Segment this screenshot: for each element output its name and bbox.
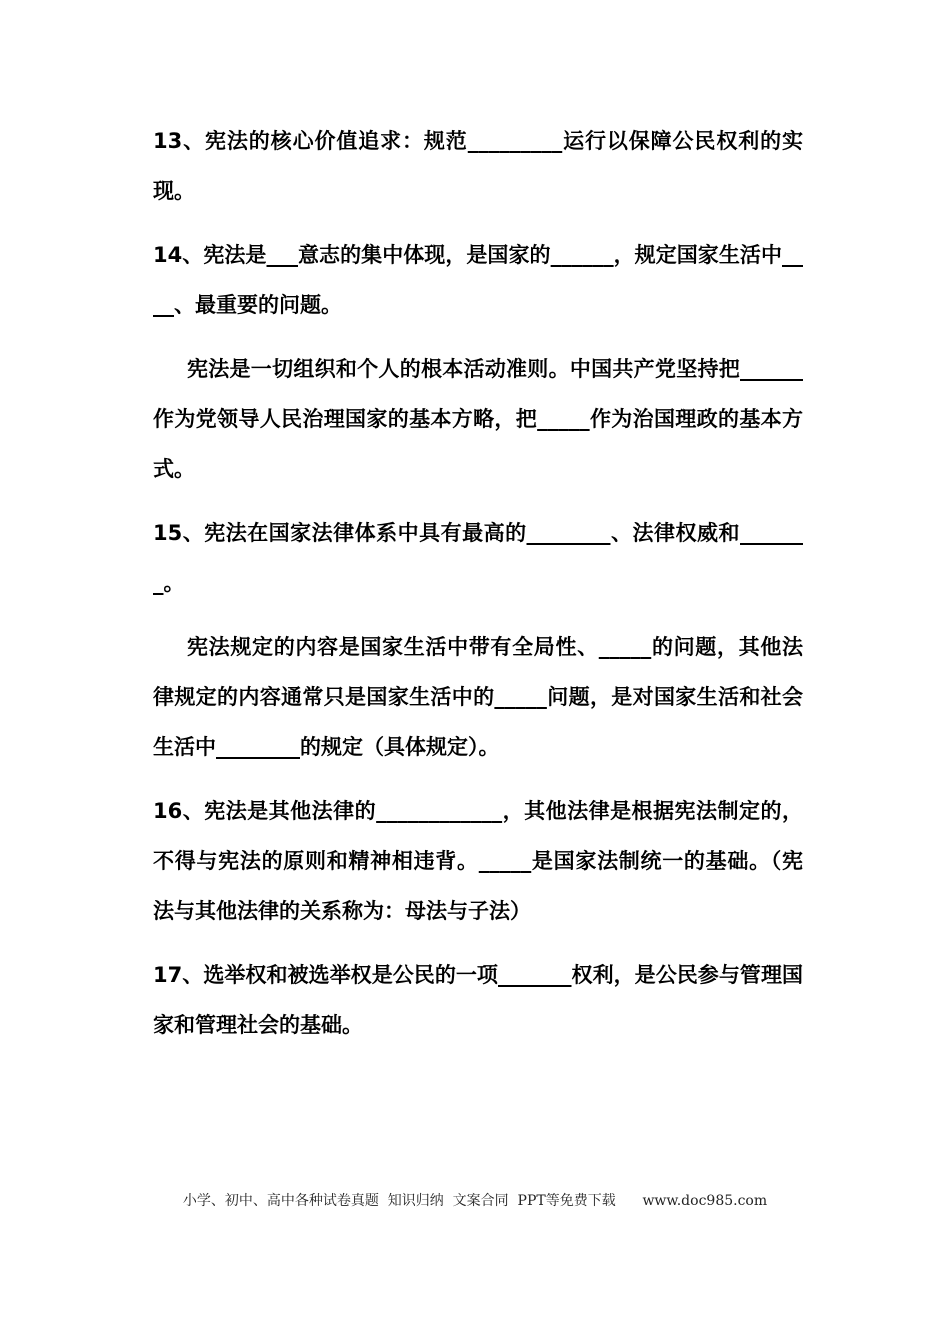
question-17: 17、选举权和被选举权是公民的一项_______权利，是公民参与管理国家和管理社会的基础。 [153,963,803,1037]
question-14: 14、宪法是___意志的集中体现，是国家的______，规定国家生活中____、最重要的问题。 [153,243,803,317]
page-footer: 小学、初中、高中各种试卷真题 知识归纳 文案合同 PPT等免费下载 www.doc985.com [182,1193,768,1209]
question-15-note: 宪法规定的内容是国家生活中带有全局性、_____的问题，其他法律规定的内容通常只是国家生活中的_____问题，是对国家生活和社会生活中________的规定（具体规定）。 [153,635,803,759]
question-16: 16、宪法是其他法律的____________，其他法律是根据宪法制定的，不得与宪法的原则和精神相违背。_____是国家法制统一的基础。（宪法与其他法律的关系称为：母法与子法） [153,799,803,923]
question-14-note: 宪法是一切组织和个人的根本活动准则。中国共产党坚持把______作为党领导人民治理国家的基本方略，把_____作为治国理政的基本方式。 [153,357,803,481]
question-15: 15、宪法在国家法律体系中具有最高的________、法律权威和_______。 [153,521,803,595]
question-13: 13、宪法的核心价值追求：规范_________运行以保障公民权利的实现。 [153,129,803,203]
document-body [153,116,803,1064]
